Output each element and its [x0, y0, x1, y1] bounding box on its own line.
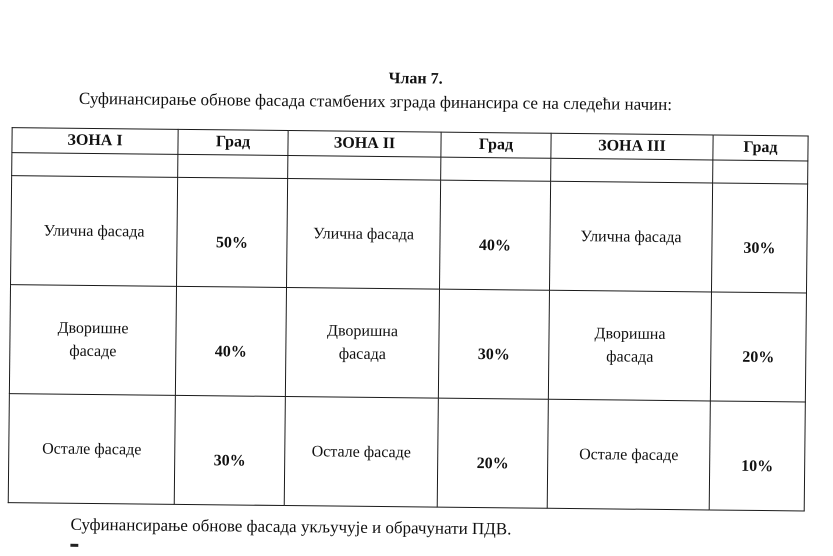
table-row-other-facades	[8, 394, 805, 511]
article-intro: Суфинансирање обнове фасада стамбених зграда финансира се на следећи начин:	[78, 88, 673, 115]
city-percentage: 30%	[743, 239, 776, 258]
facade-label: Улична фасада	[43, 221, 145, 241]
zone-2-city-cell	[439, 180, 550, 290]
city-percentage: 40%	[478, 237, 512, 255]
article-title: Члан 7.	[388, 70, 443, 88]
city-percentage: 20%	[476, 455, 509, 473]
city-percentage: 20%	[742, 348, 775, 367]
facade-label	[319, 319, 406, 366]
zone-3-city-cell	[710, 292, 806, 402]
zone-2-facade-cell	[287, 179, 441, 290]
zone-1-city-cell	[177, 177, 288, 287]
city-percentage: 30%	[477, 346, 510, 364]
vat-note: Суфинансирање обнове фасада укључује и обрачунати ПДВ.	[70, 514, 512, 539]
facade-label-line: фасаде	[69, 342, 117, 361]
zone-3-facade-cell	[549, 181, 712, 292]
facade-label: Остале фасаде	[311, 442, 412, 461]
header-zone-1: ЗОНА I	[12, 128, 178, 155]
cofinancing-table	[8, 127, 809, 511]
zone-1-city-cell	[175, 286, 286, 396]
city-percentage: 50%	[215, 234, 249, 252]
header-city-2: Град	[441, 132, 551, 158]
facade-label: Улична фасада	[580, 227, 682, 246]
zone-3-facade-cell	[548, 290, 711, 401]
zone-1-facade-cell	[9, 285, 176, 396]
facade-label: Улична фасада	[313, 224, 415, 243]
facade-label-line: Дворишна	[327, 322, 399, 341]
header-zone-3: ЗОНА III	[551, 133, 713, 160]
facade-label: Остале фасаде	[579, 445, 679, 464]
facade-label: Остале фасаде	[42, 439, 142, 459]
zone-3-city-cell	[711, 183, 807, 293]
city-percentage: 40%	[214, 343, 247, 361]
zone-3-city-cell	[709, 401, 805, 511]
table-row-courtyard-facade	[9, 285, 806, 402]
city-percentage: 10%	[741, 457, 774, 476]
spacer-cell	[178, 154, 288, 178]
header-city-1: Град	[178, 129, 288, 155]
table-row-street-facade	[11, 176, 808, 293]
zone-2-city-cell	[438, 289, 549, 399]
facade-label-line: Дворишна	[594, 325, 666, 343]
spacer-cell	[441, 157, 551, 181]
zone-2-facade-cell	[284, 397, 438, 508]
zone-2-city-cell	[437, 398, 548, 508]
facade-label	[586, 322, 673, 369]
city-percentage: 30%	[213, 452, 246, 470]
zone-2-facade-cell	[285, 288, 439, 399]
header-city-3: Град	[713, 135, 808, 161]
spacer-cell	[551, 158, 713, 183]
zone-1-facade-cell	[8, 394, 175, 505]
spacer-cell	[12, 153, 178, 178]
header-zone-2: ЗОНА II	[288, 131, 441, 158]
zone-1-city-cell	[174, 395, 285, 505]
facade-label	[49, 317, 136, 364]
facade-label-line: фасада	[606, 348, 654, 366]
zone-1-facade-cell	[11, 176, 178, 287]
cut-off-mark	[70, 544, 78, 547]
facade-label-line: фасада	[338, 345, 386, 364]
spacer-cell	[288, 156, 441, 181]
spacer-cell	[713, 160, 808, 184]
facade-label-line: Дворишне	[57, 319, 129, 338]
zone-3-facade-cell	[547, 399, 710, 510]
